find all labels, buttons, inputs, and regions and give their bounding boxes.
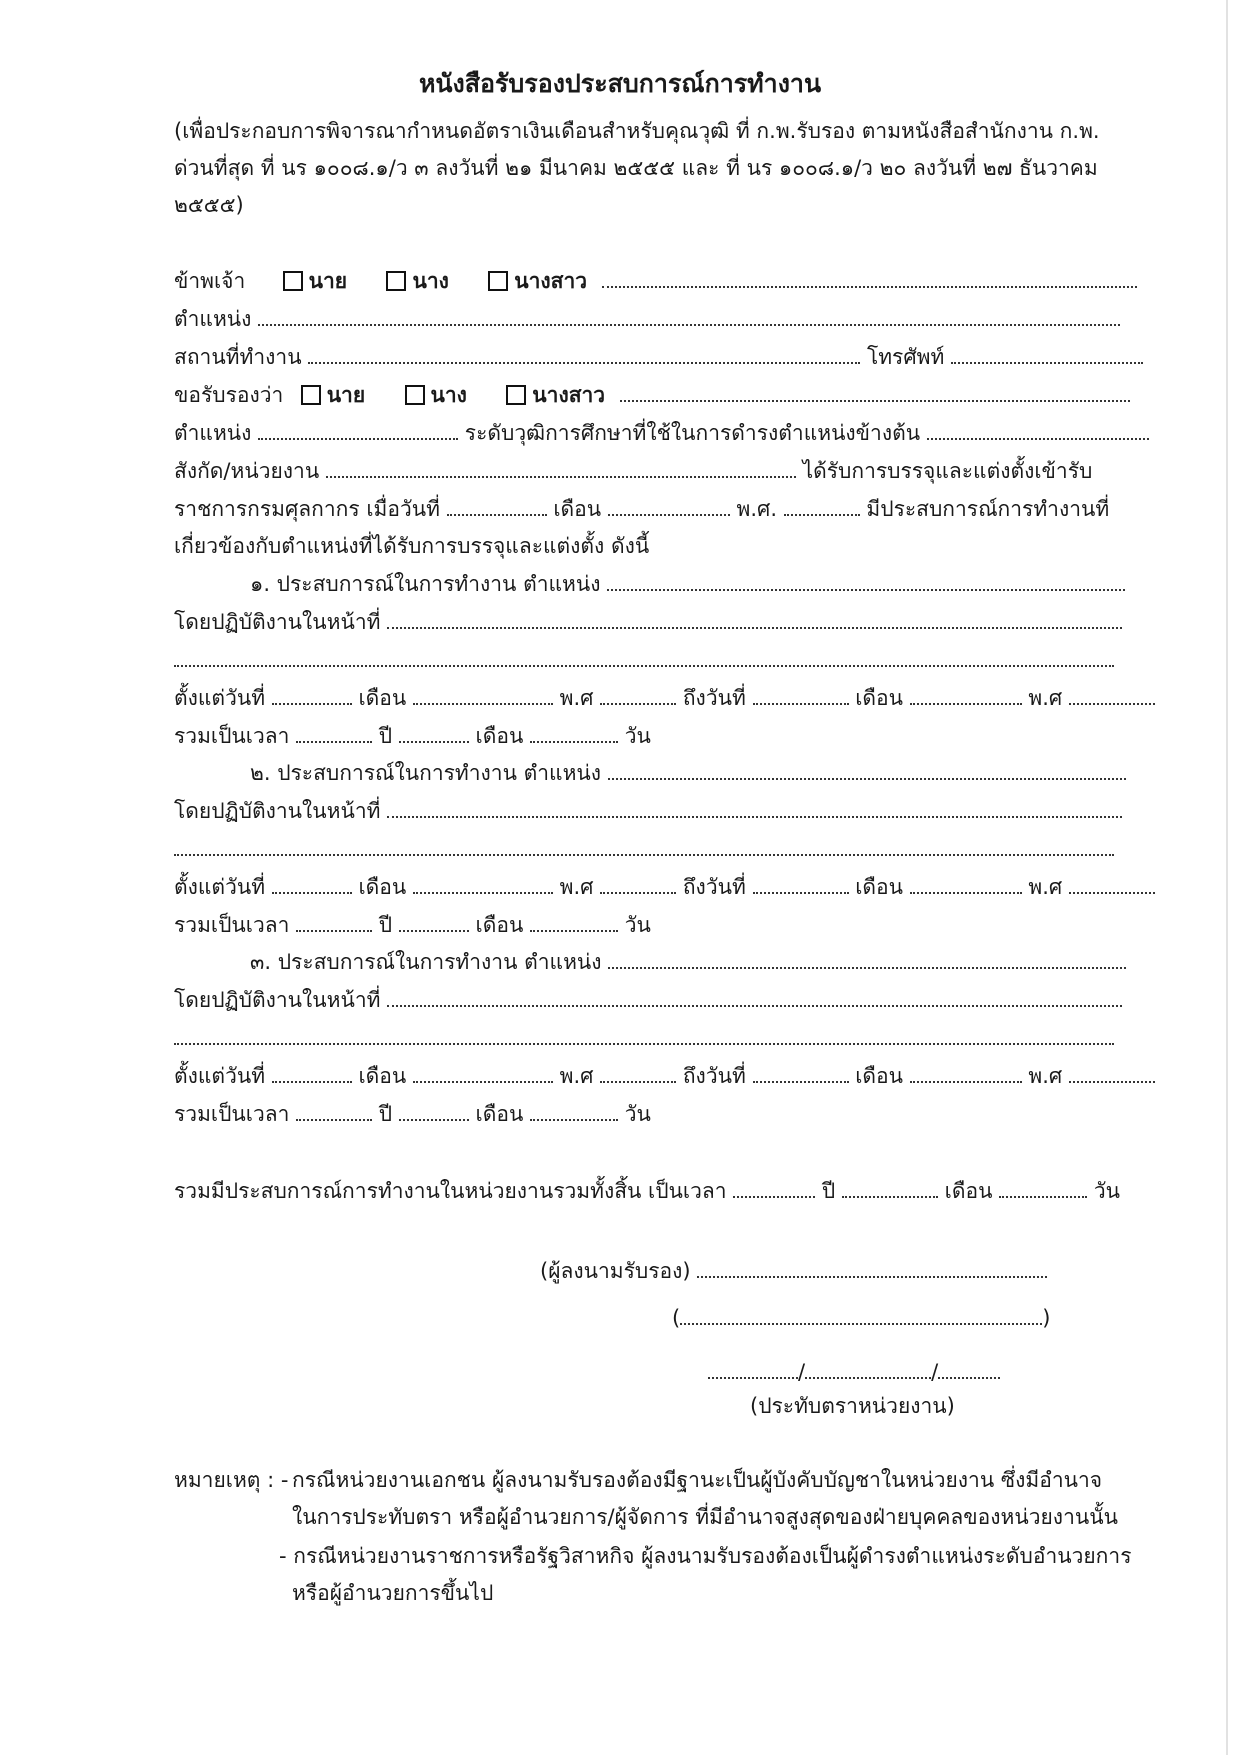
experience-2-days-field[interactable] (530, 912, 618, 932)
experience-1-duty-row (174, 607, 1122, 637)
experience-1-until-month-field[interactable] (910, 685, 1022, 705)
experience-3-days-label: วัน (624, 1102, 651, 1126)
applicant-position-row (174, 304, 1120, 334)
summary-years-field[interactable] (733, 1178, 815, 1198)
experience-2-since-year-field[interactable] (600, 874, 676, 894)
dept-label: ราชการกรมศุลกากร เมื่อวันที่ (174, 497, 440, 521)
intro-line-1: (เพื่อประกอบการพิจารณากำหนดอัตราเงินเดือนสำหรับคุณวุฒิ ที่ ก.พ.รับรอง ตามหนังสือสำนักงาน ก.พ. (174, 119, 1100, 143)
certify-position-label: ตำแหน่ง (174, 421, 252, 445)
experience-1-years-label: ปี (378, 724, 393, 748)
experience-3-duty-label: โดยปฏิบัติงานในหน้าที่ (174, 988, 381, 1012)
experience-3-since-month-label: เดือน (358, 1064, 407, 1088)
phone-field[interactable] (951, 344, 1143, 364)
experience-2-period-row (174, 872, 1155, 902)
signature-label: (ผู้ลงนามรับรอง) (540, 1259, 691, 1283)
experience-3-until-year-label: พ.ศ (1028, 1064, 1063, 1088)
signature-field[interactable] (697, 1258, 1047, 1278)
experience-1-months-label: เดือน (475, 724, 524, 748)
date-day-field[interactable] (708, 1359, 798, 1379)
experience-3-total-row (174, 1099, 651, 1129)
signature-row (540, 1256, 1047, 1286)
appointment-month-field[interactable] (608, 496, 730, 516)
date-slash-2: / (931, 1360, 939, 1384)
applicant-label: ข้าพเจ้า (174, 269, 246, 293)
experience-1-heading: ๑. ประสบการณ์ในการทำงาน ตำแหน่ง (250, 572, 601, 596)
phone-label: โทรศัพท์ (866, 345, 945, 369)
checkbox-miss[interactable] (488, 271, 508, 291)
education-label: ระดับวุฒิการศึกษาที่ใช้ในการดำรงตำแหน่งข้างต้น (464, 421, 921, 445)
title-miss-label: นางสาว (514, 269, 588, 293)
date-slash-1: / (798, 1360, 806, 1384)
experience-1-duty-label: โดยปฏิบัติงานในหน้าที่ (174, 610, 381, 634)
experience-3-heading-row (250, 947, 1126, 977)
experience-2-since-label: ตั้งแต่วันที่ (174, 875, 266, 899)
experience-1-total-row (174, 721, 651, 751)
printed-name-row (672, 1303, 1050, 1333)
certify-title-mrs-label: นาง (430, 383, 467, 407)
related-line: เกี่ยวข้องกับตำแหน่งที่ได้รับการบรรจุและแต่งตั้ง ดังนี้ (174, 534, 650, 558)
workplace-label: สถานที่ทำงาน (174, 345, 302, 369)
experience-3-years-field[interactable] (296, 1101, 372, 1121)
certify-position-field[interactable] (258, 420, 458, 440)
experience-3-duty-field[interactable] (387, 987, 1122, 1007)
experience-3-duty-row-2 (174, 1023, 1114, 1053)
appointment-year-field[interactable] (784, 496, 860, 516)
experience-1-until-year-label: พ.ศ (1028, 686, 1063, 710)
summary-months-field[interactable] (842, 1178, 938, 1198)
experience-2-heading: ๒. ประสบการณ์ในการทำงาน ตำแหน่ง (250, 761, 602, 785)
experience-2-duty-field-2[interactable] (174, 836, 1114, 856)
scan-edge (1226, 0, 1228, 1755)
experience-3-heading: ๓. ประสบการณ์ในการทำงาน ตำแหน่ง (250, 950, 602, 974)
appointment-month-label: เดือน (553, 497, 602, 521)
experience-3-since-day-field[interactable] (272, 1063, 352, 1083)
experience-1-months-field[interactable] (399, 723, 469, 743)
form-title: หนังสือรับรองประสบการณ์การทำงาน (418, 69, 822, 98)
experience-3-until-year-field[interactable] (1069, 1063, 1155, 1083)
experience-1-days-field[interactable] (530, 723, 618, 743)
appointment-date-row (174, 494, 1109, 524)
experience-1-since-month-label: เดือน (358, 686, 407, 710)
workplace-row (174, 342, 1143, 372)
experience-1-heading-row (250, 569, 1125, 599)
certify-checkbox-mrs[interactable] (405, 385, 425, 405)
experience-3-until-day-field[interactable] (753, 1063, 849, 1083)
experience-1-total-label: รวมเป็นเวลา (174, 724, 290, 748)
applicant-position-field[interactable] (258, 306, 1120, 326)
appointed-label: ได้รับการบรรจุและแต่งตั้งเข้ารับ (802, 459, 1093, 483)
intro-line-2: ด่วนที่สุด ที่ นร ๑๐๐๘.๑/ว ๓ ลงวันที่ ๒๑ มีนาคม ๒๕๕๕ และ ที่ นร ๑๐๐๘.๑/ว ๒๐ ลงวันที่ ๒๗ ธันวาคม (174, 156, 1098, 180)
applicant-name-field[interactable] (602, 268, 1137, 288)
note-line-4: หรือผู้อำนวยการขึ้นไป (292, 1581, 494, 1605)
experience-1-duty-field-2[interactable] (174, 647, 1114, 667)
experience-1-until-month-label: เดือน (855, 686, 903, 710)
note-line-2: ในการประทับตรา หรือผู้อำนวยการ/ผู้จัดการ ที่มีอำนาจสูงสุดของฝ่ายบุคคลของหน่วยงานนั้น (292, 1505, 1118, 1529)
experience-1-days-label: วัน (624, 724, 651, 748)
experience-2-until-month-label: เดือน (855, 875, 903, 899)
experience-3-until-label: ถึงวันที่ (682, 1064, 746, 1088)
date-row (708, 1357, 1000, 1387)
certify-checkbox-mr[interactable] (301, 385, 321, 405)
experience-1-duty-field[interactable] (387, 609, 1122, 629)
date-month-field[interactable] (805, 1359, 931, 1379)
experience-2-until-month-field[interactable] (910, 874, 1022, 894)
applicant-row (174, 266, 1137, 296)
experience-1-since-year-field[interactable] (600, 685, 676, 705)
experience-2-until-year-field[interactable] (1069, 874, 1155, 894)
certify-name-field[interactable] (620, 382, 1130, 402)
experience-2-since-year-label: พ.ศ (559, 875, 594, 899)
certify-title-miss-label: นางสาว (532, 383, 606, 407)
summary-row (174, 1176, 1120, 1206)
experience-1-since-day-field[interactable] (272, 685, 352, 705)
checkbox-mrs[interactable] (386, 271, 406, 291)
experience-3-duty-row (174, 985, 1122, 1015)
unit-field[interactable] (326, 458, 796, 478)
experience-2-until-year-label: พ.ศ (1028, 875, 1063, 899)
experience-2-since-month-field[interactable] (413, 874, 553, 894)
certify-position-row (174, 418, 1149, 448)
printed-name-field[interactable] (680, 1305, 1042, 1325)
printed-name-close: ) (1042, 1306, 1051, 1330)
experience-3-since-year-field[interactable] (600, 1063, 676, 1083)
summary-months-label: เดือน (944, 1179, 993, 1203)
note-line-1: กรณีหน่วยงานเอกชน ผู้ลงนามรับรองต้องมีฐานะเป็นผู้บังคับบัญชาในหน่วยงาน ซึ่งมีอำนาจ (292, 1468, 1103, 1492)
appointment-year-label: พ.ศ. (736, 497, 778, 521)
experience-2-heading-row (250, 758, 1126, 788)
applicant-position-label: ตำแหน่ง (174, 307, 252, 331)
experience-2-until-label: ถึงวันที่ (682, 875, 746, 899)
experience-3-days-field[interactable] (530, 1101, 618, 1121)
title-mrs-label: นาง (412, 269, 449, 293)
experience-1-until-label: ถึงวันที่ (682, 686, 746, 710)
experience-2-years-field[interactable] (296, 912, 372, 932)
experience-1-since-label: ตั้งแต่วันที่ (174, 686, 266, 710)
summary-years-label: ปี (821, 1179, 836, 1203)
experience-3-months-field[interactable] (399, 1101, 469, 1121)
experience-3-months-label: เดือน (475, 1102, 524, 1126)
experience-3-since-month-field[interactable] (413, 1063, 553, 1083)
experience-2-total-row (174, 910, 651, 940)
experience-2-duty-label: โดยปฏิบัติงานในหน้าที่ (174, 799, 381, 823)
printed-name-open: ( (672, 1306, 681, 1330)
experience-3-position-field[interactable] (608, 949, 1126, 969)
education-field[interactable] (927, 420, 1149, 440)
experience-1-period-row (174, 683, 1155, 713)
experience-1-duty-row-2 (174, 645, 1114, 675)
note-line-3: - กรณีหน่วยงานราชการหรือรัฐวิสาหกิจ ผู้ลงนามรับรองต้องเป็นผู้ดำรงตำแหน่งระดับอำนวยการ (279, 1544, 1132, 1568)
experience-3-duty-field-2[interactable] (174, 1025, 1114, 1045)
experience-3-since-label: ตั้งแต่วันที่ (174, 1064, 266, 1088)
summary-days-label: วัน (1093, 1179, 1120, 1203)
experience-1-years-field[interactable] (296, 723, 372, 743)
experience-3-period-row (174, 1061, 1155, 1091)
title-mr-label: นาย (308, 269, 348, 293)
experience-2-years-label: ปี (378, 913, 393, 937)
unit-label: สังกัด/หน่วยงาน (174, 459, 320, 483)
experience-2-duty-row-2 (174, 834, 1114, 864)
experience-1-since-year-label: พ.ศ (559, 686, 594, 710)
summary-label: รวมมีประสบการณ์การทำงานในหน่วยงานรวมทั้งสิ้น เป็นเวลา (174, 1179, 727, 1203)
experience-2-since-day-field[interactable] (272, 874, 352, 894)
certify-row (174, 380, 1130, 410)
stamp-label: (ประทับตราหน่วยงาน) (750, 1394, 955, 1418)
experience-2-duty-field[interactable] (387, 798, 1122, 818)
experience-3-until-month-field[interactable] (910, 1063, 1022, 1083)
intro-line-3: ๒๕๕๕) (174, 193, 244, 217)
certify-label: ขอรับรองว่า (174, 383, 284, 407)
unit-row (174, 456, 1092, 486)
experience-2-since-month-label: เดือน (358, 875, 407, 899)
summary-days-field[interactable] (999, 1178, 1087, 1198)
note-label: หมายเหตุ : - (174, 1468, 289, 1492)
experience-3-until-month-label: เดือน (855, 1064, 903, 1088)
checkbox-mr[interactable] (283, 271, 303, 291)
workplace-field[interactable] (308, 344, 860, 364)
experience-2-until-day-field[interactable] (753, 874, 849, 894)
experience-1-until-year-field[interactable] (1069, 685, 1155, 705)
certify-title-mr-label: นาย (326, 383, 366, 407)
experience-3-since-year-label: พ.ศ (559, 1064, 594, 1088)
date-year-field[interactable] (938, 1359, 1000, 1379)
experience-2-position-field[interactable] (608, 760, 1126, 780)
certify-checkbox-miss[interactable] (506, 385, 526, 405)
experience-3-years-label: ปี (378, 1102, 393, 1126)
experience-1-position-field[interactable] (607, 571, 1125, 591)
experience-2-duty-row (174, 796, 1122, 826)
experience-1-since-month-field[interactable] (413, 685, 553, 705)
experience-label: มีประสบการณ์การทำงานที่ (866, 497, 1110, 521)
experience-2-total-label: รวมเป็นเวลา (174, 913, 290, 937)
experience-2-months-field[interactable] (399, 912, 469, 932)
experience-1-until-day-field[interactable] (753, 685, 849, 705)
experience-2-months-label: เดือน (475, 913, 524, 937)
experience-3-total-label: รวมเป็นเวลา (174, 1102, 290, 1126)
experience-2-days-label: วัน (624, 913, 651, 937)
appointment-day-field[interactable] (447, 496, 547, 516)
